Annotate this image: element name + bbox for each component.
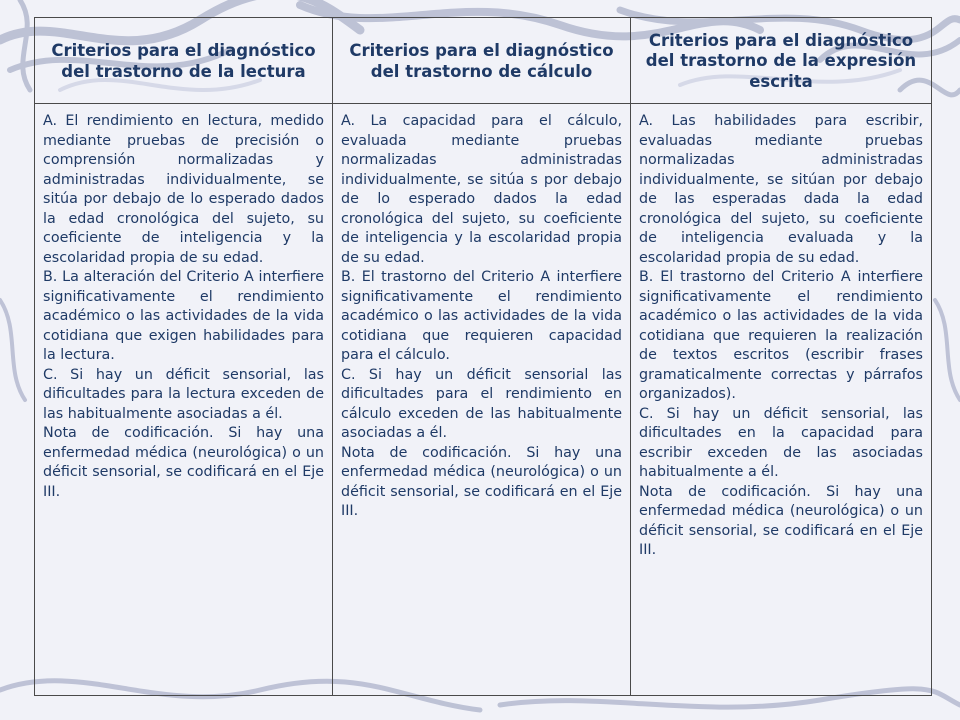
criterion-c: C. Si hay un déficit sensorial, las dificultades en la capacidad para escribir exceden de las asociadas habitualmente a él. [639, 405, 923, 480]
header-expresion-escrita: Criterios para el diagnóstico del trastorno de la expresión escrita [631, 18, 932, 104]
criterion-a: A. El rendimiento en lectura, medido mediante pruebas de precisión o comprensión normalizadas y administradas individualmente, se sitúa por debajo de lo esperado dados la edad cronológica del sujeto, su coeficiente de inteligencia y la escolaridad propia de su edad. [43, 113, 324, 266]
coding-note: Nota de codificación. Si hay una enfermedad médica (neurológica) o un déficit sensorial, se codificará en el Eje III. [43, 425, 324, 500]
header-calculo: Criterios para el diagnóstico del trastorno de cálculo [333, 18, 631, 104]
criterion-b: B. El trastorno del Criterio A interfiere significativamente el rendimiento académico o las actividades de la vida cotidiana que requieren la realización de textos escritos (escribir frases gramaticalmente correctas y párrafos organizados). [639, 269, 923, 402]
cell-calculo [333, 104, 631, 696]
criterion-b: B. La alteración del Criterio A interfiere significativamente el rendimiento académico o las actividades de la vida cotidiana que exigen habilidades para la lectura. [43, 269, 324, 363]
cell-lectura [35, 104, 333, 696]
cell-expresion-escrita [631, 104, 932, 696]
header-lectura: Criterios para el diagnóstico del trastorno de la lectura [35, 18, 333, 104]
criterion-b: B. El trastorno del Criterio A interfiere significativamente el rendimiento académico o las actividades de la vida cotidiana que requieren capacidad para el cálculo. [341, 269, 622, 363]
criterion-a: A. La capacidad para el cálculo, evaluada mediante pruebas normalizadas administradas individualmente, se sitúa s por debajo de lo esperado dados la edad cronológica del sujeto, su coeficiente de inteligencia y la escolaridad propia de su edad. [341, 113, 622, 266]
coding-note: Nota de codificación. Si hay una enfermedad médica (neurológica) o un déficit sensorial, se codificará en el Eje III. [639, 483, 923, 558]
criteria-row [35, 104, 932, 696]
coding-note: Nota de codificación. Si hay una enfermedad médica (neurológica) o un déficit sensorial, se codificará en el Eje III. [341, 444, 622, 519]
criterion-a: A. Las habilidades para escribir, evaluadas mediante pruebas normalizadas administradas individualmente, se sitúan por debajo de las esperadas dada la edad cronológica del sujeto, su coeficiente de inteligencia evaluada y la escolaridad propia de su edad. [639, 113, 923, 266]
criterion-c: C. Si hay un déficit sensorial las dificultades para el rendimiento en cálculo exceden de las habitualmente asociadas a él. [341, 366, 622, 441]
header-row [35, 18, 932, 104]
criterion-c: C. Si hay un déficit sensorial, las dificultades para la lectura exceden de las habitualmente asociadas a él. [43, 366, 324, 422]
criteria-table [34, 17, 932, 696]
